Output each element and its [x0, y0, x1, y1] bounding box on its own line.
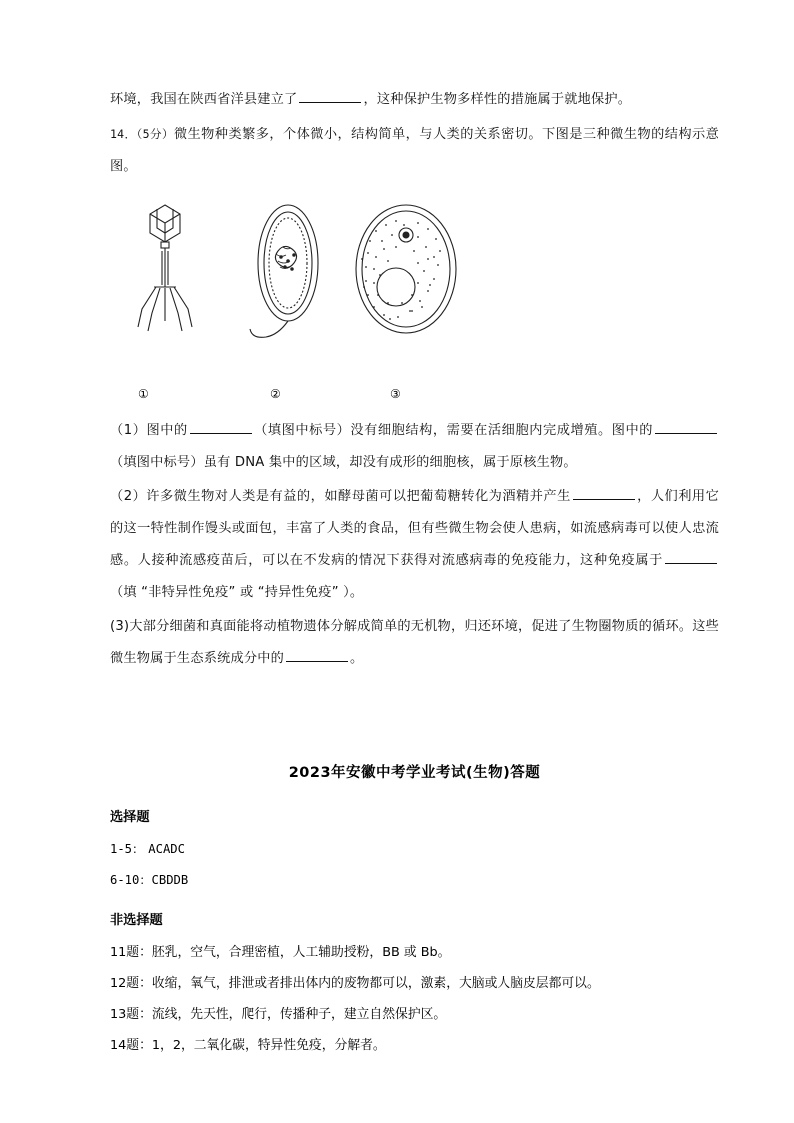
yeast-cell-icon	[356, 205, 456, 333]
answer-range: 6-10：	[110, 873, 152, 887]
question-14-sub-2	[110, 481, 719, 609]
sub1-text-1: （1）图中的	[110, 423, 188, 438]
q13-text-before: 环境，我国在陕西省洋县建立了	[110, 92, 298, 107]
answer-value: CBDDB	[151, 873, 189, 887]
answer-key-section	[110, 761, 719, 1060]
answer-blank[interactable]	[665, 549, 717, 564]
question-14-stem-text: 微生物种类繁多，个体微小，结构简单，与人类的关系密切。下图是三种微生物的结构示意图。	[110, 127, 720, 174]
sub1-text-3: （填图中标号）虽有 DNA 集中的区域，却没有成形的细胞核，属于原核生物。	[110, 455, 577, 470]
answer-line: 12题：收缩，氧气，排泄或者排出体内的废物都可以，激素，大脑或人脑皮层都可以。	[110, 976, 600, 991]
answer-section-heading-choice: 选择题	[110, 810, 150, 825]
sub3-text-1: (3)大部分细菌和真面能将动植物遗体分解成简单的无机物，归还环境，促进了生物圈物质的循环。这些微生物属于生态系统成分中的	[110, 619, 719, 666]
answer-line	[110, 866, 719, 895]
bacterium-icon	[250, 205, 318, 337]
microorganism-diagrams-svg	[118, 191, 470, 387]
figure-label-1: ①	[138, 387, 149, 401]
sub3-text-2: 。	[350, 651, 364, 666]
figure-label-3: ③	[390, 387, 401, 401]
answer-blank[interactable]	[299, 88, 361, 103]
figure-label-2: ②	[270, 387, 281, 401]
sub2-text-3: （填 “非特异性免疫” 或 “持异性免疫” ）。	[110, 585, 364, 600]
answer-blank[interactable]	[190, 419, 252, 434]
sub2-text-1: （2）许多微生物对人类是有益的，如酵母菌可以把葡萄糖转化为酒精并产生	[110, 489, 571, 504]
question-14-number: 14．（5分）	[110, 127, 174, 141]
question-14-sub-1	[110, 415, 719, 479]
sub2-text-2: ，人们利用它的这一特性制作馒头或面包，丰富了人类的食品，但有些微生物会使人患病，如流感病毒可以使人忠流感。人接种流感疫苗后，可以在不发病的情况下获得对流感病毒的免疫能力，这种免疫属于	[110, 489, 719, 568]
answer-value: ACADC	[148, 842, 185, 856]
answer-key-title: 2023年安徽中考学业考试(生物)答题	[288, 765, 541, 781]
figure-image	[118, 191, 470, 387]
q13-text-after: ，这种保护生物多样性的措施属于就地保护。	[363, 92, 632, 107]
answer-line: 11题：胚乳，空气，合理密植，人工辅助授粉，BB 或 Bb。	[110, 945, 451, 960]
bacteriophage-icon	[138, 205, 192, 331]
figure-three-microorganisms	[118, 191, 478, 409]
sub1-text-2: （填图中标号）没有细胞结构，需要在活细胞内完成增殖。图中的	[253, 423, 653, 438]
answer-section-heading-free: 非选择题	[110, 913, 163, 928]
answer-line: 14题：1，2，二氧化碳，特异性免疫，分解者。	[110, 1038, 386, 1053]
question-14-sub-3	[110, 611, 719, 675]
answer-line	[110, 835, 719, 864]
answer-range: 1-5：	[110, 842, 145, 856]
answer-blank[interactable]	[286, 647, 348, 662]
figure-labels	[118, 387, 470, 409]
question-14-stem	[110, 118, 719, 183]
answer-line: 13题：流线，先天性，爬行，传播种子，建立自然保护区。	[110, 1007, 447, 1022]
answer-blank[interactable]	[573, 485, 635, 500]
question-13-tail	[110, 84, 719, 116]
answer-blank[interactable]	[655, 419, 717, 434]
